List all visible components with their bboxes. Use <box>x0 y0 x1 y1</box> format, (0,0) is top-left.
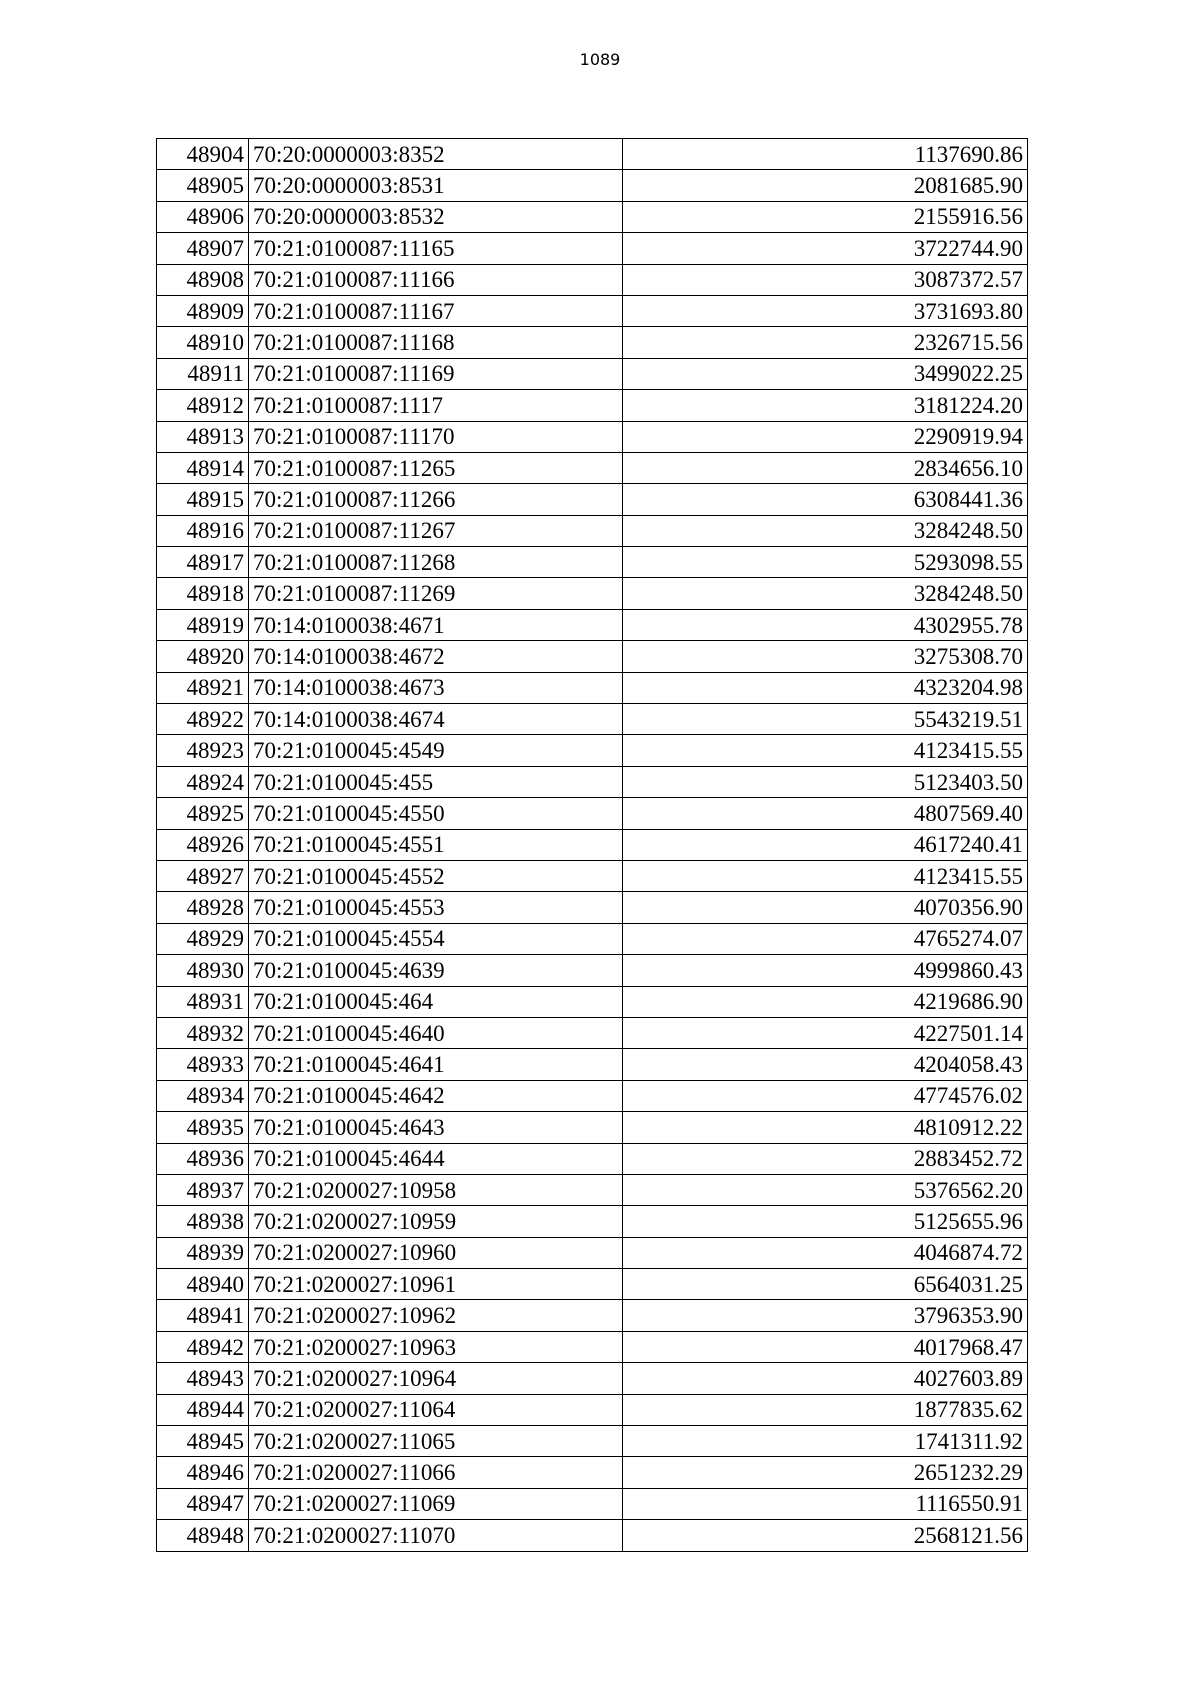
table-row <box>157 1520 1028 1551</box>
row-number-cell: 48945 <box>157 1426 249 1457</box>
value-cell: 2883452.72 <box>623 1143 1028 1174</box>
row-number-cell: 48920 <box>157 641 249 672</box>
value-cell: 4302955.78 <box>623 609 1028 640</box>
value-cell: 3731693.80 <box>623 295 1028 326</box>
cadastral-number-cell: 70:20:0000003:8352 <box>249 139 623 170</box>
value-cell: 3499022.25 <box>623 358 1028 389</box>
cadastral-number-cell: 70:21:0100045:4644 <box>249 1143 623 1174</box>
cadastral-number-cell: 70:21:0200027:10964 <box>249 1363 623 1394</box>
row-number-cell: 48910 <box>157 327 249 358</box>
table-row <box>157 201 1028 232</box>
row-number-cell: 48919 <box>157 609 249 640</box>
value-cell: 4617240.41 <box>623 829 1028 860</box>
row-number-cell: 48922 <box>157 704 249 735</box>
row-number-cell: 48940 <box>157 1269 249 1300</box>
table-row <box>157 923 1028 954</box>
row-number-cell: 48937 <box>157 1174 249 1205</box>
cadastral-number-cell: 70:21:0100045:4552 <box>249 860 623 891</box>
value-cell: 4227501.14 <box>623 1017 1028 1048</box>
cadastral-number-cell: 70:21:0100045:4639 <box>249 955 623 986</box>
value-cell: 1137690.86 <box>623 139 1028 170</box>
value-cell: 2568121.56 <box>623 1520 1028 1551</box>
cadastral-number-cell: 70:21:0100087:11269 <box>249 578 623 609</box>
value-cell: 3284248.50 <box>623 515 1028 546</box>
cadastral-number-cell: 70:20:0000003:8531 <box>249 170 623 201</box>
cadastral-number-cell: 70:21:0100087:11168 <box>249 327 623 358</box>
table-row <box>157 704 1028 735</box>
table-row <box>157 735 1028 766</box>
row-number-cell: 48947 <box>157 1488 249 1519</box>
table-row <box>157 1394 1028 1425</box>
cadastral-number-cell: 70:21:0100045:4551 <box>249 829 623 860</box>
row-number-cell: 48929 <box>157 923 249 954</box>
row-number-cell: 48916 <box>157 515 249 546</box>
value-cell: 3181224.20 <box>623 390 1028 421</box>
row-number-cell: 48948 <box>157 1520 249 1551</box>
cadastral-number-cell: 70:21:0200027:11065 <box>249 1426 623 1457</box>
table-row <box>157 1269 1028 1300</box>
table-row <box>157 1363 1028 1394</box>
value-cell: 1877835.62 <box>623 1394 1028 1425</box>
row-number-cell: 48939 <box>157 1237 249 1268</box>
data-table <box>156 138 1028 1552</box>
table-row <box>157 1112 1028 1143</box>
table-row <box>157 1174 1028 1205</box>
cadastral-number-cell: 70:21:0100045:4643 <box>249 1112 623 1143</box>
cadastral-number-cell: 70:21:0200027:10963 <box>249 1331 623 1362</box>
cadastral-number-cell: 70:14:0100038:4674 <box>249 704 623 735</box>
table-row <box>157 1457 1028 1488</box>
row-number-cell: 48908 <box>157 264 249 295</box>
cadastral-number-cell: 70:21:0100045:4641 <box>249 1049 623 1080</box>
value-cell: 4323204.98 <box>623 672 1028 703</box>
row-number-cell: 48927 <box>157 860 249 891</box>
cadastral-number-cell: 70:21:0200027:10960 <box>249 1237 623 1268</box>
cadastral-number-cell: 70:21:0200027:10958 <box>249 1174 623 1205</box>
value-cell: 6308441.36 <box>623 484 1028 515</box>
value-cell: 5543219.51 <box>623 704 1028 735</box>
value-cell: 4123415.55 <box>623 860 1028 891</box>
row-number-cell: 48944 <box>157 1394 249 1425</box>
value-cell: 1741311.92 <box>623 1426 1028 1457</box>
row-number-cell: 48941 <box>157 1300 249 1331</box>
row-number-cell: 48925 <box>157 798 249 829</box>
value-cell: 3275308.70 <box>623 641 1028 672</box>
row-number-cell: 48905 <box>157 170 249 201</box>
cadastral-number-cell: 70:21:0100045:4642 <box>249 1080 623 1111</box>
row-number-cell: 48915 <box>157 484 249 515</box>
row-number-cell: 48943 <box>157 1363 249 1394</box>
cadastral-number-cell: 70:21:0100045:4550 <box>249 798 623 829</box>
table-row <box>157 264 1028 295</box>
table-row <box>157 641 1028 672</box>
cadastral-number-cell: 70:21:0200027:11064 <box>249 1394 623 1425</box>
table-row <box>157 955 1028 986</box>
row-number-cell: 48938 <box>157 1206 249 1237</box>
table-row <box>157 1206 1028 1237</box>
cadastral-number-cell: 70:21:0200027:10962 <box>249 1300 623 1331</box>
cadastral-number-cell: 70:21:0200027:10959 <box>249 1206 623 1237</box>
row-number-cell: 48928 <box>157 892 249 923</box>
table-row <box>157 892 1028 923</box>
table-row <box>157 1237 1028 1268</box>
value-cell: 4027603.89 <box>623 1363 1028 1394</box>
value-cell: 3284248.50 <box>623 578 1028 609</box>
table-row <box>157 515 1028 546</box>
cadastral-number-cell: 70:21:0100045:464 <box>249 986 623 1017</box>
cadastral-number-cell: 70:21:0100045:4640 <box>249 1017 623 1048</box>
cadastral-number-cell: 70:21:0100045:455 <box>249 766 623 797</box>
value-cell: 4219686.90 <box>623 986 1028 1017</box>
table-row <box>157 1488 1028 1519</box>
row-number-cell: 48904 <box>157 139 249 170</box>
table-row <box>157 452 1028 483</box>
row-number-cell: 48918 <box>157 578 249 609</box>
value-cell: 3796353.90 <box>623 1300 1028 1331</box>
row-number-cell: 48906 <box>157 201 249 232</box>
row-number-cell: 48932 <box>157 1017 249 1048</box>
value-cell: 3087372.57 <box>623 264 1028 295</box>
cadastral-number-cell: 70:21:0100087:11266 <box>249 484 623 515</box>
table-row <box>157 1331 1028 1362</box>
value-cell: 5123403.50 <box>623 766 1028 797</box>
table-row <box>157 390 1028 421</box>
row-number-cell: 48912 <box>157 390 249 421</box>
value-cell: 2290919.94 <box>623 421 1028 452</box>
cadastral-number-cell: 70:21:0100087:11265 <box>249 452 623 483</box>
cadastral-number-cell: 70:21:0100087:11165 <box>249 233 623 264</box>
table-row <box>157 233 1028 264</box>
table-row <box>157 1426 1028 1457</box>
cadastral-number-cell: 70:14:0100038:4672 <box>249 641 623 672</box>
row-number-cell: 48935 <box>157 1112 249 1143</box>
value-cell: 4765274.07 <box>623 923 1028 954</box>
table-row <box>157 798 1028 829</box>
row-number-cell: 48911 <box>157 358 249 389</box>
value-cell: 2834656.10 <box>623 452 1028 483</box>
cadastral-number-cell: 70:21:0100045:4553 <box>249 892 623 923</box>
table-row <box>157 421 1028 452</box>
value-cell: 4123415.55 <box>623 735 1028 766</box>
value-cell: 4807569.40 <box>623 798 1028 829</box>
table-row <box>157 547 1028 578</box>
table-row <box>157 860 1028 891</box>
row-number-cell: 48933 <box>157 1049 249 1080</box>
row-number-cell: 48934 <box>157 1080 249 1111</box>
table-row <box>157 829 1028 860</box>
table-row <box>157 327 1028 358</box>
cadastral-number-cell: 70:21:0200027:11070 <box>249 1520 623 1551</box>
row-number-cell: 48946 <box>157 1457 249 1488</box>
cadastral-number-cell: 70:21:0100045:4549 <box>249 735 623 766</box>
table-row <box>157 139 1028 170</box>
table-body <box>157 139 1028 1552</box>
row-number-cell: 48936 <box>157 1143 249 1174</box>
value-cell: 4070356.90 <box>623 892 1028 923</box>
table-row <box>157 986 1028 1017</box>
value-cell: 4204058.43 <box>623 1049 1028 1080</box>
cadastral-number-cell: 70:21:0100087:1117 <box>249 390 623 421</box>
cadastral-number-cell: 70:14:0100038:4673 <box>249 672 623 703</box>
value-cell: 4774576.02 <box>623 1080 1028 1111</box>
value-cell: 2651232.29 <box>623 1457 1028 1488</box>
table-row <box>157 609 1028 640</box>
row-number-cell: 48924 <box>157 766 249 797</box>
cadastral-number-cell: 70:21:0200027:11066 <box>249 1457 623 1488</box>
table-row <box>157 295 1028 326</box>
value-cell: 5125655.96 <box>623 1206 1028 1237</box>
row-number-cell: 48942 <box>157 1331 249 1362</box>
row-number-cell: 48923 <box>157 735 249 766</box>
value-cell: 4999860.43 <box>623 955 1028 986</box>
cadastral-number-cell: 70:21:0100045:4554 <box>249 923 623 954</box>
table-row <box>157 1143 1028 1174</box>
cadastral-number-cell: 70:20:0000003:8532 <box>249 201 623 232</box>
table-row <box>157 578 1028 609</box>
row-number-cell: 48926 <box>157 829 249 860</box>
table-row <box>157 484 1028 515</box>
value-cell: 4810912.22 <box>623 1112 1028 1143</box>
row-number-cell: 48914 <box>157 452 249 483</box>
value-cell: 2081685.90 <box>623 170 1028 201</box>
row-number-cell: 48930 <box>157 955 249 986</box>
table-row <box>157 1300 1028 1331</box>
cadastral-number-cell: 70:21:0100087:11166 <box>249 264 623 295</box>
table-row <box>157 1049 1028 1080</box>
value-cell: 5293098.55 <box>623 547 1028 578</box>
table-row <box>157 1017 1028 1048</box>
cadastral-number-cell: 70:21:0100087:11268 <box>249 547 623 578</box>
row-number-cell: 48917 <box>157 547 249 578</box>
table-row <box>157 1080 1028 1111</box>
row-number-cell: 48909 <box>157 295 249 326</box>
cadastral-number-cell: 70:21:0100087:11169 <box>249 358 623 389</box>
table-row <box>157 170 1028 201</box>
value-cell: 1116550.91 <box>623 1488 1028 1519</box>
cadastral-number-cell: 70:21:0100087:11267 <box>249 515 623 546</box>
value-cell: 5376562.20 <box>623 1174 1028 1205</box>
cadastral-number-cell: 70:21:0200027:10961 <box>249 1269 623 1300</box>
row-number-cell: 48907 <box>157 233 249 264</box>
value-cell: 3722744.90 <box>623 233 1028 264</box>
value-cell: 2155916.56 <box>623 201 1028 232</box>
value-cell: 4017968.47 <box>623 1331 1028 1362</box>
value-cell: 2326715.56 <box>623 327 1028 358</box>
value-cell: 6564031.25 <box>623 1269 1028 1300</box>
row-number-cell: 48931 <box>157 986 249 1017</box>
table-row <box>157 766 1028 797</box>
row-number-cell: 48921 <box>157 672 249 703</box>
cadastral-number-cell: 70:21:0200027:11069 <box>249 1488 623 1519</box>
cadastral-number-cell: 70:14:0100038:4671 <box>249 609 623 640</box>
page-number: 1089 <box>579 50 621 69</box>
cadastral-number-cell: 70:21:0100087:11170 <box>249 421 623 452</box>
cadastral-number-cell: 70:21:0100087:11167 <box>249 295 623 326</box>
table-row <box>157 672 1028 703</box>
value-cell: 4046874.72 <box>623 1237 1028 1268</box>
table-row <box>157 358 1028 389</box>
row-number-cell: 48913 <box>157 421 249 452</box>
